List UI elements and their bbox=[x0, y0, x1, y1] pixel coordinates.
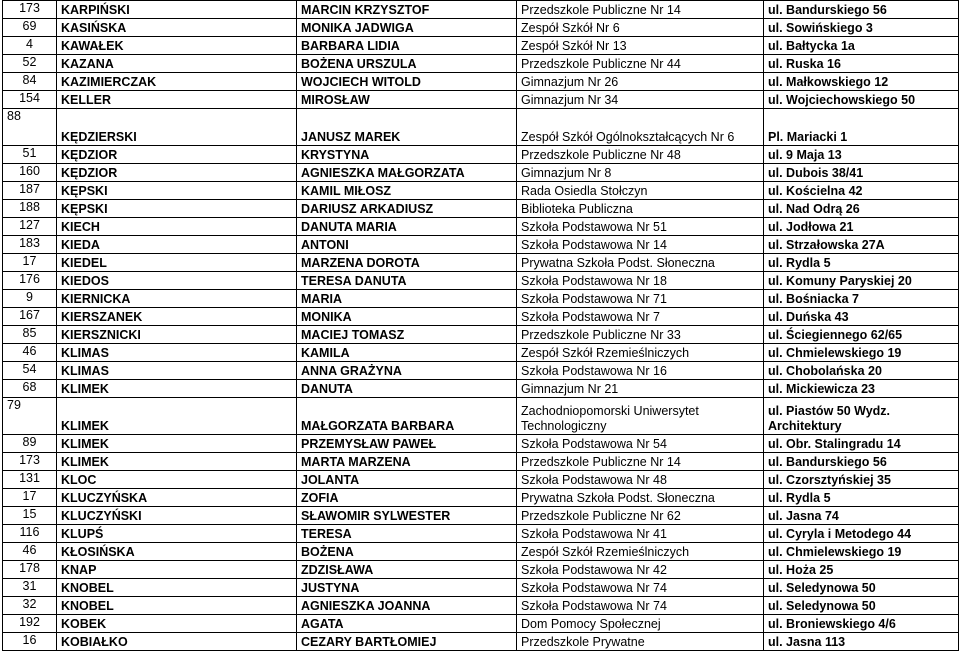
first-names-cell: JUSTYNA bbox=[297, 579, 517, 597]
surname-cell: KĘDZIOR bbox=[57, 164, 297, 182]
surname-cell: KŁOSIŃSKA bbox=[57, 543, 297, 561]
institution-cell: Zespół Szkół Rzemieślniczych bbox=[517, 344, 764, 362]
row-number-cell: 46 bbox=[3, 344, 57, 362]
surname-cell: KLIMEK bbox=[57, 453, 297, 471]
surname-cell: KAWAŁEK bbox=[57, 37, 297, 55]
address-cell: ul. Cyryla i Metodego 44 bbox=[764, 525, 959, 543]
address-cell: ul. Małkowskiego 12 bbox=[764, 73, 959, 91]
surname-cell: KĘPSKI bbox=[57, 200, 297, 218]
table-row bbox=[3, 73, 959, 91]
table-row bbox=[3, 633, 959, 651]
row-number-cell: 88 bbox=[3, 109, 57, 146]
table-row bbox=[3, 579, 959, 597]
table-row bbox=[3, 236, 959, 254]
surname-cell: KIECH bbox=[57, 218, 297, 236]
table-row bbox=[3, 19, 959, 37]
surname-cell: KĘPSKI bbox=[57, 182, 297, 200]
row-number-cell: 17 bbox=[3, 489, 57, 507]
row-number-cell: 15 bbox=[3, 507, 57, 525]
table-row bbox=[3, 543, 959, 561]
table-row bbox=[3, 597, 959, 615]
institution-cell: Zespół Szkół Ogólnokształcących Nr 6 bbox=[517, 109, 764, 146]
surname-cell: KIERNICKA bbox=[57, 290, 297, 308]
address-cell: ul. Seledynowa 50 bbox=[764, 579, 959, 597]
address-cell: ul. Strzałowska 27A bbox=[764, 236, 959, 254]
row-number-cell: 89 bbox=[3, 435, 57, 453]
surname-cell: KARPIŃSKI bbox=[57, 1, 297, 19]
first-names-cell: MARTA MARZENA bbox=[297, 453, 517, 471]
surname-cell: KELLER bbox=[57, 91, 297, 109]
table-row bbox=[3, 37, 959, 55]
institution-cell: Biblioteka Publiczna bbox=[517, 200, 764, 218]
address-cell: ul. Bandurskiego 56 bbox=[764, 453, 959, 471]
surname-cell: KĘDZIOR bbox=[57, 146, 297, 164]
first-names-cell: BOŻENA URSZULA bbox=[297, 55, 517, 73]
row-number-cell: 16 bbox=[3, 633, 57, 651]
address-cell: ul. Dubois 38/41 bbox=[764, 164, 959, 182]
surname-cell: KIEDA bbox=[57, 236, 297, 254]
first-names-cell: MIROSŁAW bbox=[297, 91, 517, 109]
row-number-cell: 116 bbox=[3, 525, 57, 543]
table-row bbox=[3, 1, 959, 19]
address-cell: ul. Chobolańska 20 bbox=[764, 362, 959, 380]
institution-cell: Dom Pomocy Społecznej bbox=[517, 615, 764, 633]
institution-cell: Szkoła Podstawowa Nr 74 bbox=[517, 597, 764, 615]
address-cell: ul. Czorsztyńskiej 35 bbox=[764, 471, 959, 489]
table-row bbox=[3, 218, 959, 236]
surname-cell: KIEDOS bbox=[57, 272, 297, 290]
institution-cell: Zespół Szkół Nr 13 bbox=[517, 37, 764, 55]
table-row bbox=[3, 146, 959, 164]
surname-cell: KLUCZYŃSKI bbox=[57, 507, 297, 525]
institution-cell: Szkoła Podstawowa Nr 42 bbox=[517, 561, 764, 579]
row-number-cell: 31 bbox=[3, 579, 57, 597]
address-cell: ul. Mickiewicza 23 bbox=[764, 380, 959, 398]
surname-cell: KLIMEK bbox=[57, 398, 297, 435]
address-cell: ul. Chmielewskiego 19 bbox=[764, 543, 959, 561]
address-cell: ul. Jodłowa 21 bbox=[764, 218, 959, 236]
surname-cell: KLIMEK bbox=[57, 435, 297, 453]
surname-cell: KAZANA bbox=[57, 55, 297, 73]
row-number-cell: 176 bbox=[3, 272, 57, 290]
institution-cell: Zachodniopomorski Uniwersytet Technologiczny bbox=[517, 398, 764, 435]
first-names-cell: KRYSTYNA bbox=[297, 146, 517, 164]
institution-cell: Szkoła Podstawowa Nr 16 bbox=[517, 362, 764, 380]
address-cell: ul. Chmielewskiego 19 bbox=[764, 344, 959, 362]
first-names-cell: BOŻENA bbox=[297, 543, 517, 561]
institution-cell: Prywatna Szkoła Podst. Słoneczna bbox=[517, 489, 764, 507]
address-cell: ul. Broniewskiego 4/6 bbox=[764, 615, 959, 633]
first-names-cell: ANNA GRAŻYNA bbox=[297, 362, 517, 380]
table-row bbox=[3, 91, 959, 109]
address-cell: ul. Seledynowa 50 bbox=[764, 597, 959, 615]
surname-cell: KNOBEL bbox=[57, 597, 297, 615]
table-row bbox=[3, 398, 959, 435]
institution-cell: Szkoła Podstawowa Nr 71 bbox=[517, 290, 764, 308]
surname-cell: KLIMEK bbox=[57, 380, 297, 398]
first-names-cell: JOLANTA bbox=[297, 471, 517, 489]
address-cell: ul. Komuny Paryskiej 20 bbox=[764, 272, 959, 290]
address-cell: ul. Bandurskiego 56 bbox=[764, 1, 959, 19]
institution-cell: Rada Osiedla Stołczyn bbox=[517, 182, 764, 200]
row-number-cell: 178 bbox=[3, 561, 57, 579]
institution-cell: Przedszkole Publiczne Nr 62 bbox=[517, 507, 764, 525]
row-number-cell: 79 bbox=[3, 398, 57, 435]
address-cell: ul. 9 Maja 13 bbox=[764, 146, 959, 164]
address-cell: ul. Obr. Stalingradu 14 bbox=[764, 435, 959, 453]
row-number-cell: 46 bbox=[3, 543, 57, 561]
row-number-cell: 85 bbox=[3, 326, 57, 344]
row-number-cell: 4 bbox=[3, 37, 57, 55]
row-number-cell: 84 bbox=[3, 73, 57, 91]
institution-cell: Szkoła Podstawowa Nr 14 bbox=[517, 236, 764, 254]
surname-cell: KLIMAS bbox=[57, 344, 297, 362]
institution-cell: Przedszkole Publiczne Nr 14 bbox=[517, 453, 764, 471]
table-row bbox=[3, 507, 959, 525]
institution-cell: Szkoła Podstawowa Nr 18 bbox=[517, 272, 764, 290]
table-row bbox=[3, 435, 959, 453]
row-number-cell: 52 bbox=[3, 55, 57, 73]
table-row bbox=[3, 326, 959, 344]
first-names-cell: ZOFIA bbox=[297, 489, 517, 507]
institution-cell: Przedszkole Publiczne Nr 33 bbox=[517, 326, 764, 344]
address-cell: ul. Wojciechowskiego 50 bbox=[764, 91, 959, 109]
address-cell: ul. Ściegiennego 62/65 bbox=[764, 326, 959, 344]
first-names-cell: DANUTA bbox=[297, 380, 517, 398]
first-names-cell: MARIA bbox=[297, 290, 517, 308]
table-row bbox=[3, 200, 959, 218]
address-cell: ul. Rydla 5 bbox=[764, 489, 959, 507]
table-row bbox=[3, 525, 959, 543]
surname-cell: KNOBEL bbox=[57, 579, 297, 597]
first-names-cell: PRZEMYSŁAW PAWEŁ bbox=[297, 435, 517, 453]
first-names-cell: WOJCIECH WITOLD bbox=[297, 73, 517, 91]
institution-cell: Zespół Szkół Nr 6 bbox=[517, 19, 764, 37]
table-row bbox=[3, 344, 959, 362]
table-row bbox=[3, 182, 959, 200]
row-number-cell: 127 bbox=[3, 218, 57, 236]
row-number-cell: 69 bbox=[3, 19, 57, 37]
first-names-cell: CEZARY BARTŁOMIEJ bbox=[297, 633, 517, 651]
surname-cell: KLOC bbox=[57, 471, 297, 489]
surname-cell: KIERSZANEK bbox=[57, 308, 297, 326]
first-names-cell: DARIUSZ ARKADIUSZ bbox=[297, 200, 517, 218]
institution-cell: Gimnazjum Nr 34 bbox=[517, 91, 764, 109]
first-names-cell: AGNIESZKA MAŁGORZATA bbox=[297, 164, 517, 182]
row-number-cell: 167 bbox=[3, 308, 57, 326]
first-names-cell: JANUSZ MAREK bbox=[297, 109, 517, 146]
table-row bbox=[3, 55, 959, 73]
address-cell: ul. Jasna 113 bbox=[764, 633, 959, 651]
table-body bbox=[3, 1, 959, 651]
table-row bbox=[3, 453, 959, 471]
row-number-cell: 173 bbox=[3, 453, 57, 471]
first-names-cell: ANTONI bbox=[297, 236, 517, 254]
first-names-cell: KAMILA bbox=[297, 344, 517, 362]
surname-cell: KOBEK bbox=[57, 615, 297, 633]
institution-cell: Szkoła Podstawowa Nr 7 bbox=[517, 308, 764, 326]
row-number-cell: 68 bbox=[3, 380, 57, 398]
institution-cell: Przedszkole Publiczne Nr 14 bbox=[517, 1, 764, 19]
address-cell: ul. Nad Odrą 26 bbox=[764, 200, 959, 218]
institution-cell: Prywatna Szkoła Podst. Słoneczna bbox=[517, 254, 764, 272]
institution-cell: Zespół Szkół Rzemieślniczych bbox=[517, 543, 764, 561]
surname-cell: KOBIAŁKO bbox=[57, 633, 297, 651]
first-names-cell: MARZENA DOROTA bbox=[297, 254, 517, 272]
row-number-cell: 160 bbox=[3, 164, 57, 182]
row-number-cell: 9 bbox=[3, 290, 57, 308]
table-row bbox=[3, 290, 959, 308]
institution-cell: Szkoła Podstawowa Nr 74 bbox=[517, 579, 764, 597]
address-cell: ul. Piastów 50 Wydz. Architektury bbox=[764, 398, 959, 435]
row-number-cell: 32 bbox=[3, 597, 57, 615]
first-names-cell: TERESA bbox=[297, 525, 517, 543]
first-names-cell: MONIKA bbox=[297, 308, 517, 326]
surname-cell: KASIŃSKA bbox=[57, 19, 297, 37]
first-names-cell: AGNIESZKA JOANNA bbox=[297, 597, 517, 615]
table-row bbox=[3, 254, 959, 272]
table-row bbox=[3, 164, 959, 182]
first-names-cell: AGATA bbox=[297, 615, 517, 633]
institution-cell: Gimnazjum Nr 21 bbox=[517, 380, 764, 398]
institution-cell: Przedszkole Publiczne Nr 44 bbox=[517, 55, 764, 73]
table-row bbox=[3, 489, 959, 507]
first-names-cell: DANUTA MARIA bbox=[297, 218, 517, 236]
surname-cell: KIERSZNICKI bbox=[57, 326, 297, 344]
surname-cell: KLUPŚ bbox=[57, 525, 297, 543]
surname-cell: KLUCZYŃSKA bbox=[57, 489, 297, 507]
first-names-cell: ZDZISŁAWA bbox=[297, 561, 517, 579]
row-number-cell: 54 bbox=[3, 362, 57, 380]
institution-cell: Szkoła Podstawowa Nr 48 bbox=[517, 471, 764, 489]
first-names-cell: BARBARA LIDIA bbox=[297, 37, 517, 55]
address-cell: ul. Duńska 43 bbox=[764, 308, 959, 326]
address-cell: ul. Sowińskiego 3 bbox=[764, 19, 959, 37]
institution-cell: Szkoła Podstawowa Nr 54 bbox=[517, 435, 764, 453]
row-number-cell: 187 bbox=[3, 182, 57, 200]
address-cell: ul. Ruska 16 bbox=[764, 55, 959, 73]
institution-cell: Gimnazjum Nr 26 bbox=[517, 73, 764, 91]
institution-cell: Szkoła Podstawowa Nr 41 bbox=[517, 525, 764, 543]
first-names-cell: TERESA DANUTA bbox=[297, 272, 517, 290]
first-names-cell: MONIKA JADWIGA bbox=[297, 19, 517, 37]
address-cell: ul. Rydla 5 bbox=[764, 254, 959, 272]
surname-cell: KIEDEL bbox=[57, 254, 297, 272]
address-cell: ul. Hoża 25 bbox=[764, 561, 959, 579]
first-names-cell: MACIEJ TOMASZ bbox=[297, 326, 517, 344]
table-row bbox=[3, 380, 959, 398]
row-number-cell: 17 bbox=[3, 254, 57, 272]
institution-cell: Przedszkole Prywatne bbox=[517, 633, 764, 651]
table-row bbox=[3, 561, 959, 579]
row-number-cell: 154 bbox=[3, 91, 57, 109]
first-names-cell: KAMIL MIŁOSZ bbox=[297, 182, 517, 200]
institution-cell: Przedszkole Publiczne Nr 48 bbox=[517, 146, 764, 164]
table-row bbox=[3, 109, 959, 146]
first-names-cell: SŁAWOMIR SYLWESTER bbox=[297, 507, 517, 525]
address-cell: Pl. Mariacki 1 bbox=[764, 109, 959, 146]
row-number-cell: 173 bbox=[3, 1, 57, 19]
address-cell: ul. Jasna 74 bbox=[764, 507, 959, 525]
table-row bbox=[3, 362, 959, 380]
table-row bbox=[3, 471, 959, 489]
address-cell: ul. Bośniacka 7 bbox=[764, 290, 959, 308]
address-cell: ul. Bałtycka 1a bbox=[764, 37, 959, 55]
institution-cell: Szkoła Podstawowa Nr 51 bbox=[517, 218, 764, 236]
surname-cell: KĘDZIERSKI bbox=[57, 109, 297, 146]
table-row bbox=[3, 308, 959, 326]
institution-cell: Gimnazjum Nr 8 bbox=[517, 164, 764, 182]
surname-cell: KLIMAS bbox=[57, 362, 297, 380]
row-number-cell: 51 bbox=[3, 146, 57, 164]
table-row bbox=[3, 272, 959, 290]
row-number-cell: 131 bbox=[3, 471, 57, 489]
first-names-cell: MAŁGORZATA BARBARA bbox=[297, 398, 517, 435]
first-names-cell: MARCIN KRZYSZTOF bbox=[297, 1, 517, 19]
address-cell: ul. Kościelna 42 bbox=[764, 182, 959, 200]
surname-cell: KNAP bbox=[57, 561, 297, 579]
row-number-cell: 188 bbox=[3, 200, 57, 218]
surname-cell: KAZIMIERCZAK bbox=[57, 73, 297, 91]
table-row bbox=[3, 615, 959, 633]
row-number-cell: 192 bbox=[3, 615, 57, 633]
row-number-cell: 183 bbox=[3, 236, 57, 254]
members-table bbox=[2, 0, 959, 651]
